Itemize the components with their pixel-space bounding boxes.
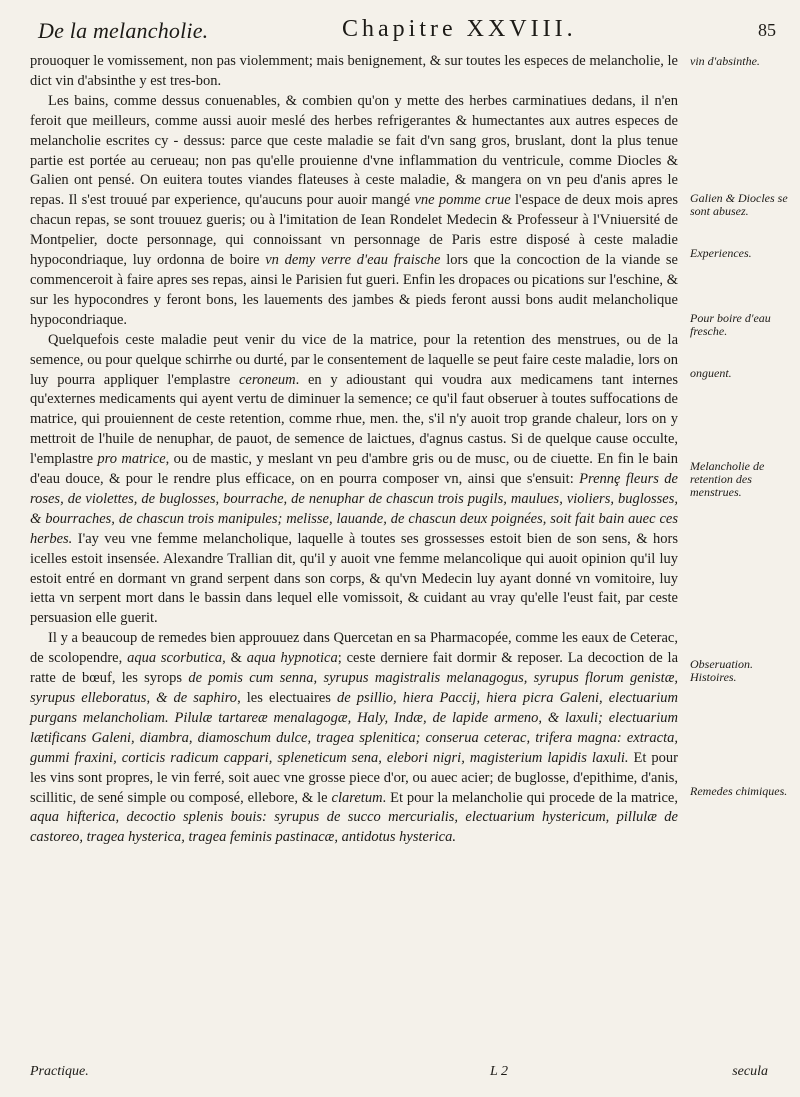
margin-note-onguent: onguent. [690, 366, 732, 380]
margin-note-eau-fresche: Pour boire d'eau fresche. [690, 311, 771, 338]
page-number: 85 [758, 20, 776, 40]
italic-text: vn demy verre d'eau fraische [265, 252, 441, 269]
text-run: lors que la concoction de la viande se commenceroit à faire apres ses repas, ainsi le Parisien fut gueri. Enfin les dropaces ou pications sur l'eschine, & sur les hypocondres y feront bons, les lauements des jambes & pieds feront aussi bons audit melancholique hypocondriaque. [30, 252, 678, 328]
running-title: De la melancholie. [38, 18, 209, 43]
margin-note-menstrues: Melancholie de retention des menstrues. [690, 459, 765, 499]
paragraph [30, 92, 678, 331]
body-text [30, 52, 678, 848]
italic-text: pro matrice [97, 451, 166, 468]
text-run: , ou de mastic, y meslant vn peu d'ambre gris ou de musc, ou de ciuette. En fin le bain d'eau douce, & pour le rendre plus efficace, on en pourra composer vn, ainsi que s'ensuit: [30, 451, 678, 488]
margin-note-obseruation: Obseruation. Histoires. [690, 657, 753, 684]
text-run: Il y a beaucoup de remedes bien approuuez dans Quercetan en sa Pharmacopée, comme les eaux de Ceterac, de scolopendre, [30, 630, 678, 667]
italic-text: aqua hifterica, decoctio splenis bouis: syrupus de succo mercurialis, electuarium hystericum, pillulæ de castoreo, tragea hysterica, tragea feminis pastinacæ, antidotus hysterica. [30, 809, 678, 846]
italic-text: vne pomme crue [414, 192, 511, 209]
text-run: . en y adioustant qui voudra aux medicamens tant internes qu'externes medicaments qui ayent vertu de diminuer la semence; ce qu'il faut obseruer à toutes suffocations de matrice, qui prouiennent de ceste retention, comme rhue, men. the, s'il n'y auoit trop grande chaleur, lors on y mettroit de l'huile de nenuphar, de pauot, de semence de laictues, d'agnus castus. Si de quelque cause occulte, l'emplastre [30, 371, 678, 468]
italic-text: ceroneum [238, 371, 296, 388]
margin-note-experiences: Experiences. [690, 246, 752, 260]
italic-text: Prennȩ fleurs de roses, de violettes, de buglosses, bourrache, de nenuphar de chascun trois pugils, maulues, violiers, buglosses, & bourraches, de chascun trois manipules; melisse, lauande, de chascun deux poignées, soit fait bain auec ces herbes. [30, 471, 678, 547]
text-run: ; ceste derniere fait dormir & reposer. La decoction de la ratte de bœuf, les syrops [30, 650, 679, 687]
footer-left-word: Practique. [30, 1064, 89, 1079]
text-run: Les bains, comme dessus conuenables, & combien qu'on y mette des herbes carminatiues dedans, il n'en feroit que meilleurs, comme aussi auoir meslé des herbes refrigerantes & humectantes aux autres especes de melancholie escrites cy - dessus: parce que ceste maladie se fait d'vn sang gros, bruslant, dont la plus tenue partie est portée au cerueau; non pas qu'elle prouienne d'vne inflammation du ventricule, comme Diocles & Galien ont pensé. On euitera toutes viandes flateuses à ceste maladie, & mangera on vn peu d'anis apres le repas. Il s'est trouué par experience, qu'aucuns pour auoir mangé [30, 92, 678, 209]
italic-text: claretum [331, 789, 383, 806]
italic-text: aqua scorbutica [127, 650, 223, 667]
catchword: secula [732, 1064, 768, 1079]
margin-note-absinthe: vin d'absinthe. [690, 54, 760, 68]
margin-note-galien: Galien & Diocles se sont abusez. [690, 191, 788, 218]
page-header [32, 10, 790, 50]
text-run: . Et pour la melancholie qui procede de la matrice, [382, 789, 678, 806]
page-footer [30, 1064, 790, 1084]
italic-text: de pomis cum senna, syrupus magistralis melanagogus, syrupus florum genistæ, syrupus elleboratus, & de saphiro [30, 670, 678, 706]
text-run: l'espace de deux mois apres chacun repas, se sont trouuez gueris; ou à l'imitation de Iean Rondelet Medecin & Professeur à l'Vniuersité de Montpelier, docte personnage, qui connoissant vn personnage de Paris estre disposé à ceste maladie hypocondriaque, luy ordonna de boire [30, 192, 678, 269]
italic-text: aqua hypnotica [246, 650, 338, 667]
text-run: Quelquefois ceste maladie peut venir du vice de la matrice, pour la retention des menstrues, ou de la semence, ou pour quelque schirrhe ou durté, par le consentement de laquelle se peut faire ceste maladie, lors on luy pourra appliquer l'emplastre [30, 331, 678, 388]
paragraph [30, 629, 678, 848]
text-run: , & [222, 650, 247, 667]
chapter-heading: Chapitre XXVIII. [342, 16, 577, 42]
text-run: Et pour les vins sont propres, le vin ferré, soit auec vne grosse piece d'or, ou auec acier; de buglosse, d'epithime, d'anis, scillitic, de sené simple ou composé, ellebore, & le [30, 749, 679, 806]
text-run: , les electuaires [237, 690, 338, 706]
italic-text: de psillio, hiera Paccij, hiera picra Galeni, electuarium purgans melancholiam. Pilulæ tartareæ menalagogæ, Haly, Indæ, de lapide armeno, & laxuli; electuarium lætificans Galeni, diambra, diamoschum dulce, tragea splenitica; conserua ceterac, trifera magna: extracta, gummi fraxini, corticis radicum cappari, spleneticum sena, elebori nigri, magisterium lapidis laxuli. [30, 690, 678, 766]
text-run: I'ay veu vne femme melancholique, laquelle à toutes ses grossesses estoit bien de son sens, & hors icelles estoit insensée. Alexandre Trallian dit, qu'il y auoit vne femme melancolique qui auoit opinion qu'il luy estoit entré en dormant vn grand serpent dans son corps, & qu'vn Medecin luy ayant donné vn vomitoire, luy ietta vn serpent mort dans le bassin dans lequel elle vomissoit, & cuidant au vray qu'elle l'eust fait, par ceste persuasion elle guerit. [30, 530, 678, 627]
margin-note-remedes: Remedes chimiques. [690, 784, 788, 798]
paragraph [30, 331, 678, 630]
text-run: prouoquer le vomissement, non pas violemment; mais benignement, & sur toutes les especes de melancholie, le dict vin d'absinthe y est tres-bon. [30, 53, 678, 89]
signature-mark: L 2 [490, 1064, 509, 1079]
paragraph [30, 52, 678, 92]
